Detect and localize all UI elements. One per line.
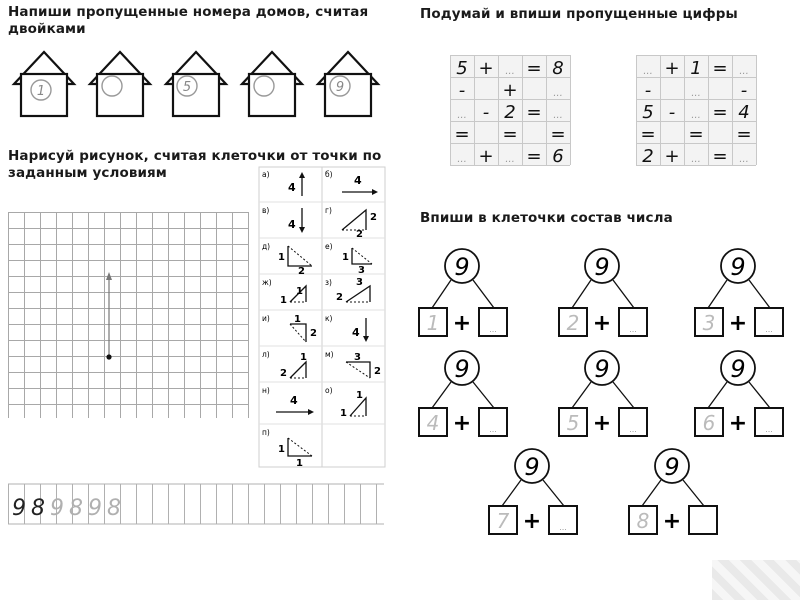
condition-m (325, 350, 381, 378)
svg-text:+: + (592, 411, 612, 436)
svg-text:+: + (502, 80, 518, 101)
svg-text:г): г) (325, 206, 332, 215)
condition-p (262, 428, 312, 469)
svg-text:=: = (712, 102, 728, 123)
svg-text:+: + (662, 509, 682, 534)
svg-text:2: 2 (374, 366, 381, 377)
svg-text:...: ... (457, 154, 467, 165)
svg-text:к): к) (325, 314, 333, 323)
svg-text:+: + (478, 58, 494, 79)
sequence-digit-6: 8 (107, 496, 121, 521)
digits-grid-1[interactable] (450, 55, 574, 169)
svg-text:1: 1 (300, 352, 307, 363)
condition-a (262, 170, 305, 196)
svg-text:+: + (728, 411, 748, 436)
svg-text:-: - (644, 80, 652, 101)
svg-text:4: 4 (738, 102, 750, 123)
svg-text:...: ... (489, 425, 497, 434)
svg-text:9: 9 (454, 253, 470, 281)
svg-text:1: 1 (690, 58, 702, 79)
svg-text:...: ... (553, 110, 563, 121)
svg-text:5: 5 (566, 411, 580, 435)
svg-text:4: 4 (288, 181, 296, 194)
svg-text:9: 9 (454, 355, 470, 383)
condition-o (325, 386, 366, 419)
composition-tree-7[interactable] (489, 449, 577, 534)
svg-text:2: 2 (566, 311, 580, 335)
svg-text:+: + (728, 311, 748, 336)
svg-text:1: 1 (296, 458, 303, 469)
houses-title-line2: двойками (8, 21, 86, 37)
svg-text:л): л) (262, 350, 270, 359)
svg-text:...: ... (765, 325, 773, 334)
svg-text:4: 4 (290, 394, 298, 407)
svg-text:-: - (482, 102, 490, 123)
svg-text:=: = (454, 124, 470, 145)
house-2 (90, 52, 150, 116)
svg-text:1: 1 (294, 314, 301, 325)
svg-text:...: ... (739, 154, 749, 165)
sequence-digit-2: 8 (31, 496, 45, 521)
svg-text:4: 4 (288, 218, 296, 231)
svg-text:3: 3 (702, 311, 716, 335)
sequence-digit-1: 9 (12, 496, 26, 521)
svg-text:9: 9 (730, 355, 746, 383)
svg-text:9: 9 (664, 453, 680, 481)
svg-text:2: 2 (356, 229, 363, 240)
svg-text:1: 1 (356, 390, 363, 401)
house-3 (166, 52, 226, 116)
svg-text:...: ... (489, 325, 497, 334)
svg-text:5: 5 (456, 58, 468, 79)
svg-text:з): з) (325, 278, 332, 287)
house-5 (318, 52, 378, 116)
svg-text:=: = (550, 124, 566, 145)
condition-n (262, 386, 314, 415)
composition-tree-3[interactable] (695, 249, 783, 336)
svg-text:8: 8 (636, 509, 650, 533)
svg-text:=: = (688, 124, 704, 145)
svg-text:4: 4 (352, 326, 360, 339)
house-4 (242, 52, 302, 116)
svg-text:-: - (740, 80, 748, 101)
svg-text:...: ... (691, 110, 701, 121)
svg-text:2: 2 (370, 212, 377, 223)
svg-text:...: ... (643, 66, 653, 77)
svg-text:9: 9 (594, 355, 610, 383)
svg-text:1: 1 (342, 252, 349, 263)
svg-text:3: 3 (358, 265, 365, 276)
svg-text:1: 1 (296, 286, 303, 297)
drawing-grid[interactable] (8, 212, 252, 424)
svg-text:=: = (712, 146, 728, 167)
svg-text:-: - (458, 80, 466, 101)
svg-text:9: 9 (524, 453, 540, 481)
svg-text:1: 1 (280, 295, 287, 306)
svg-text:2: 2 (310, 328, 317, 339)
houses-row (0, 44, 400, 124)
condition-d (262, 242, 312, 277)
sequence-digit-3: 9 (50, 496, 64, 521)
condition-k (325, 314, 369, 342)
svg-text:...: ... (691, 88, 701, 99)
condition-l (262, 350, 307, 379)
composition-tree-4[interactable] (419, 351, 507, 436)
svg-text:...: ... (559, 523, 567, 532)
svg-text:+: + (592, 311, 612, 336)
svg-text:=: = (526, 102, 542, 123)
svg-text:+: + (452, 311, 472, 336)
house-number-3: 5 (182, 80, 192, 95)
condition-z (325, 277, 370, 303)
svg-text:=: = (712, 58, 728, 79)
svg-text:1: 1 (426, 311, 440, 335)
svg-text:=: = (736, 124, 752, 145)
svg-text:+: + (522, 509, 542, 534)
houses-title-line1: Напиши пропущенные номера домов, считая (8, 4, 369, 20)
condition-v (262, 206, 305, 233)
svg-text:...: ... (505, 154, 515, 165)
svg-text:д): д) (262, 242, 271, 251)
svg-text:...: ... (739, 66, 749, 77)
drawing-title-line2: заданным условиям (8, 165, 167, 181)
svg-text:8: 8 (552, 58, 564, 79)
svg-text:3: 3 (354, 352, 361, 363)
corner-pattern (712, 560, 800, 600)
svg-text:...: ... (629, 325, 637, 334)
condition-b (325, 170, 378, 195)
svg-text:н): н) (262, 386, 270, 395)
composition-tree-5[interactable] (559, 351, 647, 436)
svg-text:м): м) (325, 350, 334, 359)
svg-text:+: + (664, 58, 680, 79)
condition-zh (262, 278, 306, 306)
svg-text:1: 1 (340, 408, 347, 419)
svg-text:7: 7 (496, 509, 510, 533)
svg-text:2: 2 (280, 368, 287, 379)
houses-title (8, 4, 398, 38)
composition-tree-2[interactable] (559, 249, 647, 336)
svg-text:2: 2 (336, 292, 343, 303)
svg-text:...: ... (691, 154, 701, 165)
sequence-row[interactable] (6, 480, 386, 530)
composition-tree-6[interactable] (695, 351, 783, 436)
svg-text:6: 6 (552, 146, 564, 167)
svg-text:б): б) (325, 170, 333, 179)
svg-text:=: = (640, 124, 656, 145)
svg-text:п): п) (262, 428, 270, 437)
svg-text:ж): ж) (262, 278, 272, 287)
svg-text:...: ... (457, 110, 467, 121)
house-number-1: 1 (36, 84, 46, 99)
digits-title: Подумай и впиши пропущенные цифры (420, 6, 738, 22)
svg-text:2: 2 (298, 266, 305, 277)
svg-text:а): а) (262, 170, 270, 179)
svg-text:...: ... (553, 88, 563, 99)
composition-title: Впиши в клеточки состав числа (420, 210, 673, 226)
drawing-title-line1: Нарисуй рисунок, считая клеточки от точки по (8, 148, 382, 164)
condition-g (325, 206, 377, 240)
svg-text:-: - (668, 102, 676, 123)
svg-text:=: = (526, 146, 542, 167)
svg-text:=: = (502, 124, 518, 145)
svg-text:2: 2 (642, 146, 654, 167)
svg-text:2: 2 (504, 102, 516, 123)
svg-text:1: 1 (278, 444, 285, 455)
sequence-digit-4: 8 (69, 496, 83, 521)
composition-tree-8[interactable] (629, 449, 717, 534)
svg-text:+: + (478, 146, 494, 167)
svg-text:...: ... (505, 66, 515, 77)
conditions-table (258, 166, 388, 472)
svg-text:о): о) (325, 386, 333, 395)
svg-text:=: = (526, 58, 542, 79)
svg-text:+: + (664, 146, 680, 167)
svg-text:+: + (452, 411, 472, 436)
composition-tree-1[interactable] (419, 249, 507, 336)
svg-text:е): е) (325, 242, 333, 251)
svg-text:1: 1 (278, 252, 285, 263)
condition-e (325, 242, 372, 276)
house-number-5: 9 (335, 80, 345, 95)
svg-text:и): и) (262, 314, 270, 323)
svg-text:...: ... (629, 425, 637, 434)
start-dot (106, 354, 111, 359)
house-1 (14, 52, 74, 116)
svg-text:5: 5 (642, 102, 654, 123)
svg-text:4: 4 (426, 411, 440, 435)
svg-text:в): в) (262, 206, 270, 215)
svg-text:...: ... (765, 425, 773, 434)
sequence-digit-5: 9 (88, 496, 102, 521)
condition-i (262, 314, 317, 342)
svg-text:9: 9 (594, 253, 610, 281)
svg-text:6: 6 (702, 411, 716, 435)
svg-text:9: 9 (730, 253, 746, 281)
composition-trees[interactable] (405, 238, 800, 548)
svg-text:3: 3 (356, 277, 363, 288)
digits-grid-2[interactable] (636, 55, 760, 169)
svg-text:4: 4 (354, 174, 362, 187)
